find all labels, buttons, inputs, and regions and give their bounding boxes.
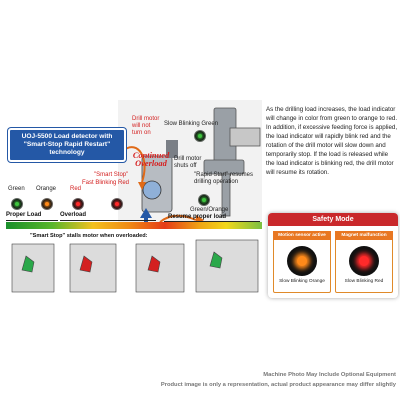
indicator-slow-green [194,130,206,142]
safety-mode-box [268,213,398,298]
magnet-malfunction-tag: Magnet malfunction [335,231,393,240]
description-text: As the drilling load increases, the load indicator will change in color from green to orange to red. In addition, if excessive feeding force is applied, the load indicator will rapidly blink red and the rotation of the drill motor will slow down and temporarily stop. If the load is released while the load indicator is blinking red, the drill motor will resume its rotation. [266,106,398,176]
continued-overload-label: Continued Overload [132,151,170,168]
banner-line-3: technology [49,149,85,156]
motion-sensor-tag: Motion sensor active [273,231,331,240]
proper-load-label: Proper Load [6,212,42,218]
smart-stop-stalls-label: "Smart Stop" stalls motor when overloaded: [30,233,148,239]
overload-underline [60,220,156,221]
banner-line-2: "Smart-Stop Rapid Restart" [23,141,111,148]
proper-load-underline [6,220,58,221]
red-label: Red [70,186,82,192]
green-orange-label: Green/Orange [190,207,229,213]
banner-line-1: UOJ-5500 Load detector with [21,133,113,140]
fast-blinking-red-label: Fast Blinking Red [82,180,130,186]
footer-line-2: Product image is only a representation, actual product appearance may differ slightly [160,382,396,388]
overload-label: Overload [60,212,87,218]
drill-not-turn-label: Drill motor will not turn on [132,116,160,136]
slow-blinking-orange-caption: Slow Blinking Orange [279,279,325,284]
orange-light-icon [287,246,317,276]
slow-blinking-green-label: Slow Blinking Green [164,121,219,127]
resume-proper-load-label: Resume proper load [168,214,227,220]
footer-line-1: Machine Photo May Include Optional Equipment [263,372,396,378]
green-label: Green [8,186,25,192]
indicator-orange [41,198,53,210]
rapid-start-label: "Rapid Start" resumes drilling operation [194,172,253,185]
red-light-icon [349,246,379,276]
indicator-red [72,198,84,210]
panel-motion-sensor [273,231,331,293]
indicator-resume-green [198,194,210,206]
load-gradient-bar [6,222,262,229]
drill-shuts-off-label: Drill motor shuts off [174,156,202,169]
slow-blinking-red-caption: Slow Blinking Red [344,279,384,284]
panel-magnet-malfunction [335,231,393,293]
safety-mode-title: Safety Mode [268,213,398,226]
smart-stop-label: "Smart Stop" [94,172,129,178]
technology-banner [8,128,126,162]
indicator-green [11,198,23,210]
orange-label: Orange [36,186,57,192]
indicator-fast-red [111,198,123,210]
drill-thumbnails [12,240,258,292]
